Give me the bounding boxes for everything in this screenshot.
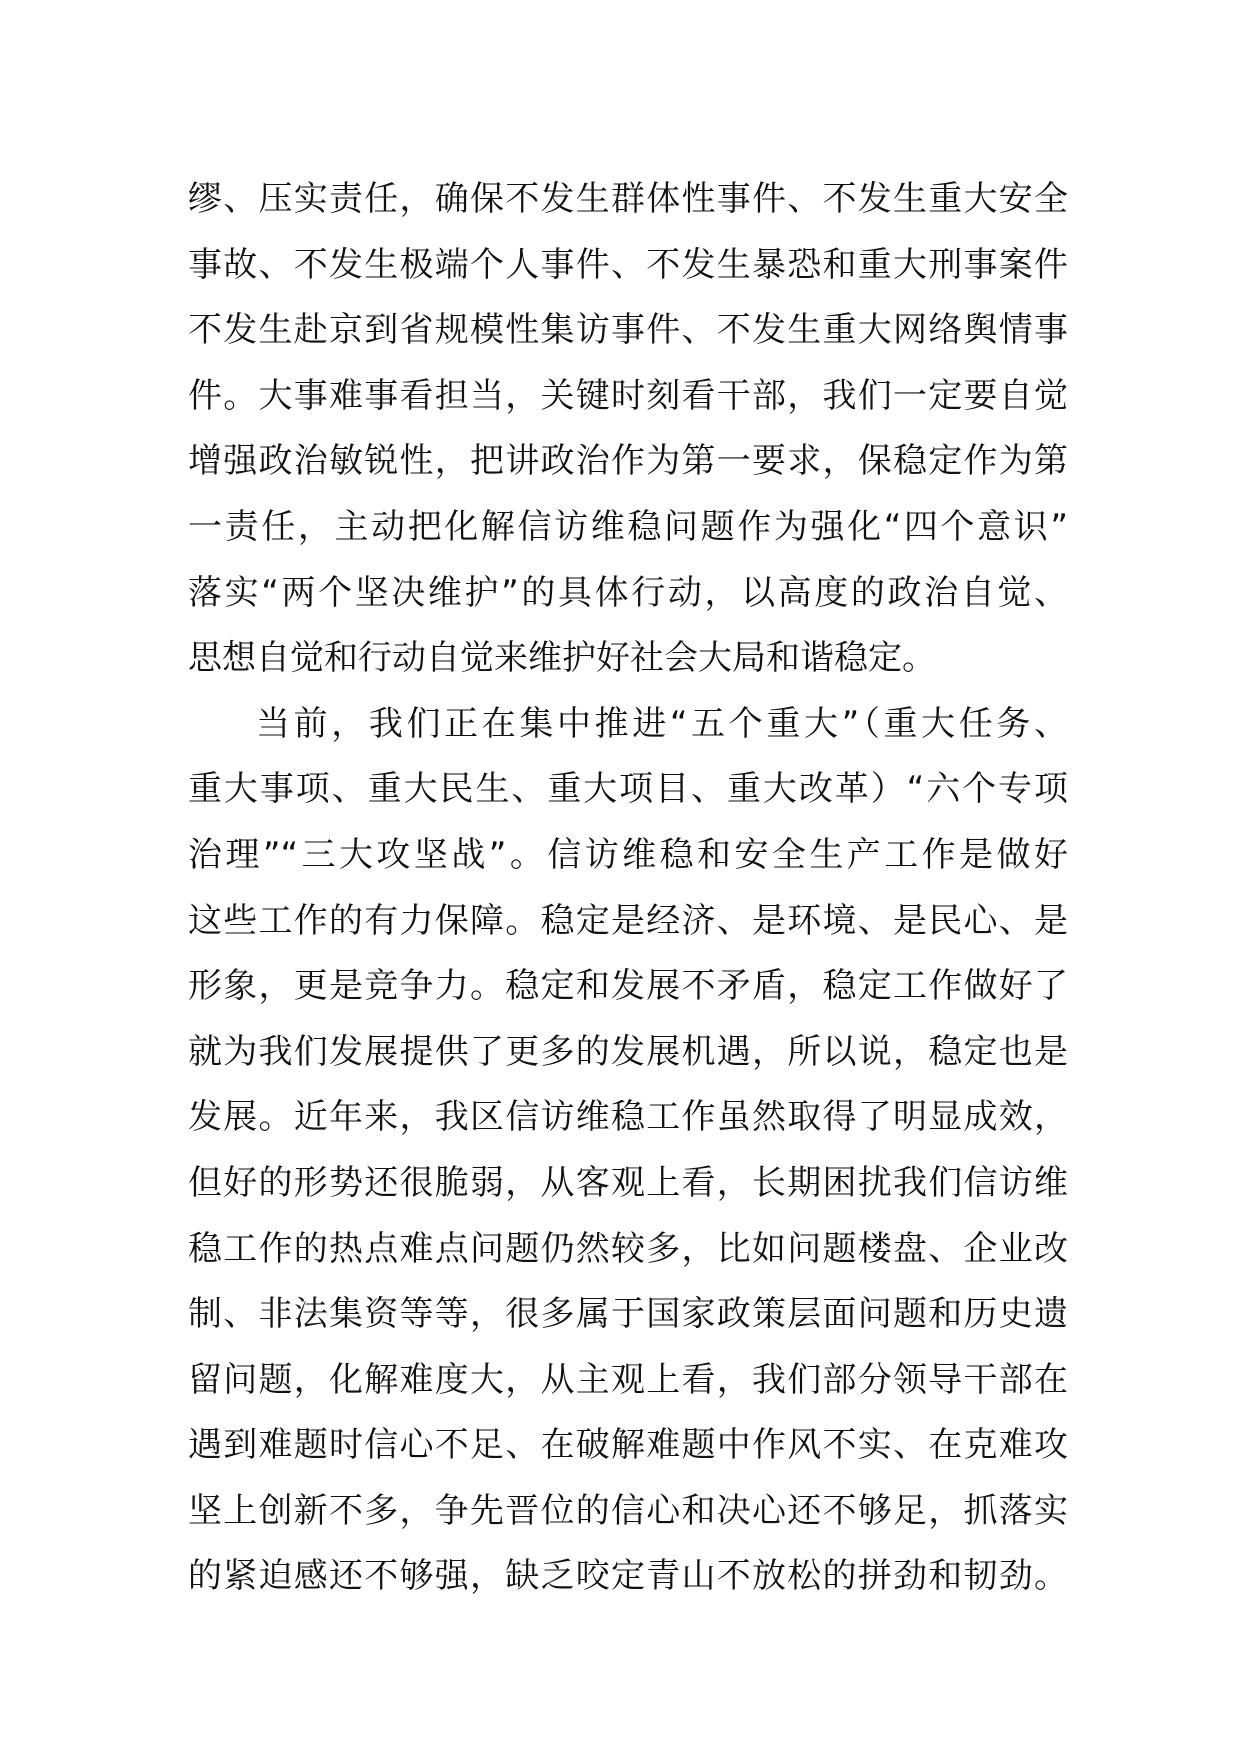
text-line: 坚上创新不多，争先晋位的信心和决心还不够足，抓落实 [188, 1490, 1068, 1531]
text-line: 事故、不发生极端个人事件、不发生暴恐和重大刑事案件 [188, 244, 1068, 285]
text-line: 不发生赴京到省规模性集访事件、不发生重大网络舆情事 [188, 310, 1068, 351]
body-text [188, 167, 1068, 1610]
text-line: 稳工作的热点难点问题仍然较多，比如问题楼盘、企业改 [188, 1228, 1068, 1269]
text-line: 重大事项、重大民生、重大项目、重大改革）“六个专项 [188, 769, 1068, 810]
text-line: 但好的形势还很脆弱，从客观上看，长期困扰我们信访维 [188, 1162, 1068, 1203]
text-line: 一责任，主动把化解信访维稳问题作为强化“四个意识” [188, 506, 1068, 547]
text-line: 的紧迫感还不够强，缺乏咬定青山不放松的拼劲和韧劲。 [188, 1556, 1068, 1597]
text-line: 遇到难题时信心不足、在破解难题中作风不实、在克难攻 [188, 1425, 1068, 1466]
text-line: 缪、压实责任，确保不发生群体性事件、不发生重大安全 [188, 179, 1068, 219]
text-line: 件。大事难事看担当，关键时刻看干部，我们一定要自觉 [188, 375, 1068, 416]
text-line: 这些工作的有力保障。稳定是经济、是环境、是民心、是 [188, 900, 1068, 941]
paragraph-end-line: 思想自觉和行动自觉来维护好社会大局和谐稳定。 [188, 638, 936, 679]
text-line: 形象，更是竞争力。稳定和发展不矛盾，稳定工作做好了 [188, 966, 1068, 1007]
text-line: 治理”“三大攻坚战”。信访维稳和安全生产工作是做好 [188, 834, 1068, 875]
text-line: 就为我们发展提供了更多的发展机遇，所以说，稳定也是 [188, 1031, 1068, 1072]
text-line: 制、非法集资等等，很多属于国家政策层面问题和历史遗 [188, 1294, 1068, 1335]
text-line: 增强政治敏锐性，把讲政治作为第一要求，保稳定作为第 [188, 441, 1068, 482]
paragraph-start-line: 当前，我们正在集中推进“五个重大”（重大任务、 [256, 703, 1068, 744]
text-line: 留问题，化解难度大，从主观上看，我们部分领导干部在 [188, 1359, 1068, 1400]
text-line: 落实“两个坚决维护”的具体行动，以高度的政治自觉、 [188, 572, 1068, 613]
text-line: 发展。近年来，我区信访维稳工作虽然取得了明显成效， [188, 1097, 1068, 1138]
